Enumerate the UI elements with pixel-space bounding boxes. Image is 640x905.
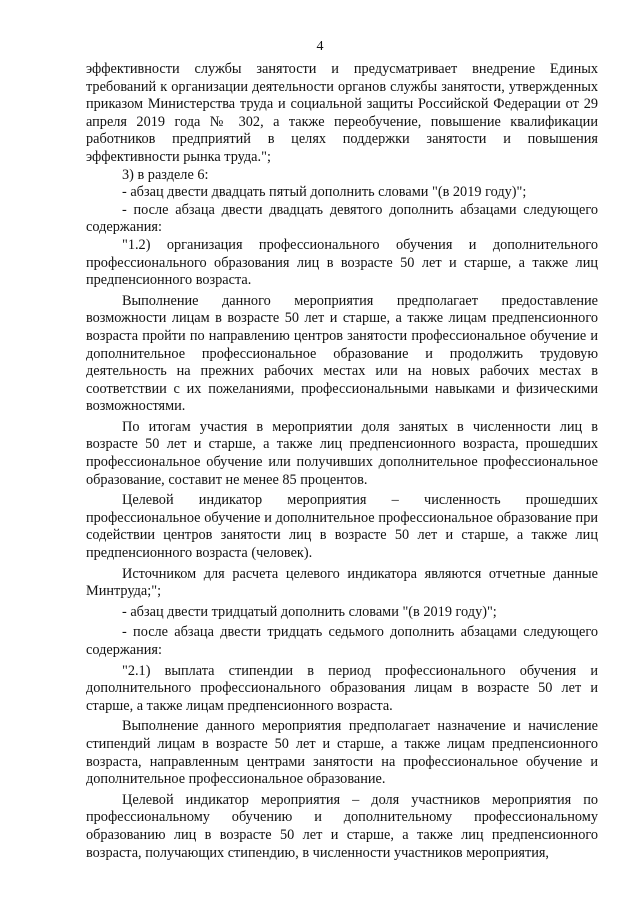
paragraph-implementation: Выполнение данного мероприятия предполагает назначение и начисление стипендий лицам в возрасте 50 лет и старше, а также лицам предпенсионного возраста, направленным центрами занятости на профессиональное обучение и дополнительное профессиональное образование.	[86, 718, 598, 788]
paragraph-amendment: - после абзаца двести тридцать седьмого дополнить абзацами следующего содержания:	[86, 624, 598, 658]
paragraph-data-source: Источником для расчета целевого индикатора являются отчетные данные Минтруда;";	[86, 565, 598, 600]
paragraph-continuation: эффективности службы занятости и предусматривает внедрение Единых требований к организации деятельности органов службы занятости, утвержденных приказом Министерства труда и социальной защиты Российской Федерации от 29 апреля 2019 года № 302, а также переобучение, повышение квалификации работников предприятий в целях поддержки занятости и повышения эффективности рынка труда.";	[86, 61, 598, 165]
paragraph-target-indicator: Целевой индикатор мероприятия – численность прошедших профессиональное обучение и дополнительное профессиональное образование при содействии центров занятости лиц в возрасте 50 лет и старше, а также лиц предпенсионного возраста (человек).	[86, 492, 598, 562]
page-number: 4	[316, 39, 324, 54]
paragraph-results: По итогам участия в мероприятии доля занятых в численности лиц в возрасте 50 лет и старше, а также лиц предпенсионного возраста, прошедших профессиональное обучение или получивших дополнительное профессиональное образование, составит не менее 85 процентов.	[86, 418, 598, 488]
paragraph-item-3: 3) в разделе 6:	[122, 166, 209, 183]
paragraph-measure-1-2: "1.2) организация профессионального обучения и дополнительного профессионального образования лиц в возрасте 50 лет и старше, а также лиц предпенсионного возраста.	[86, 236, 598, 289]
paragraph-amendment: - абзац двести двадцать пятый дополнить словами "(в 2019 году)";	[122, 184, 527, 201]
paragraph-measure-2-1: "2.1) выплата стипендии в период профессионального обучения и дополнительного профессионального образования лицам в возрасте 50 лет и старше, а также лицам предпенсионного возраста.	[86, 662, 598, 714]
document-body	[86, 61, 598, 862]
paragraph-implementation: Выполнение данного мероприятия предполагает предоставление возможности лицам в возрасте 50 лет и старше, а также лицам предпенсионного возраста пройти по направлению центров занятости профессиональное обучение и дополнительное профессиональное образование и продолжить трудовую деятельность на прежних рабочих местах или на новых рабочих местах в соответствии с их пожеланиями, профессиональными навыками и физическими возможностями.	[86, 292, 598, 415]
paragraph-target-indicator: Целевой индикатор мероприятия – доля участников мероприятия по профессиональному обучению и дополнительному профессиональному образованию лиц в возрасте 50 лет и старше, а также лиц предпенсионного возраста, получающих стипендию, в численности участников мероприятия,	[86, 791, 598, 861]
paragraph-amendment: - после абзаца двести двадцать девятого дополнить абзацами следующего содержания:	[86, 201, 598, 236]
paragraph-amendment: - абзац двести тридцатый дополнить словами "(в 2019 году)";	[122, 603, 497, 620]
